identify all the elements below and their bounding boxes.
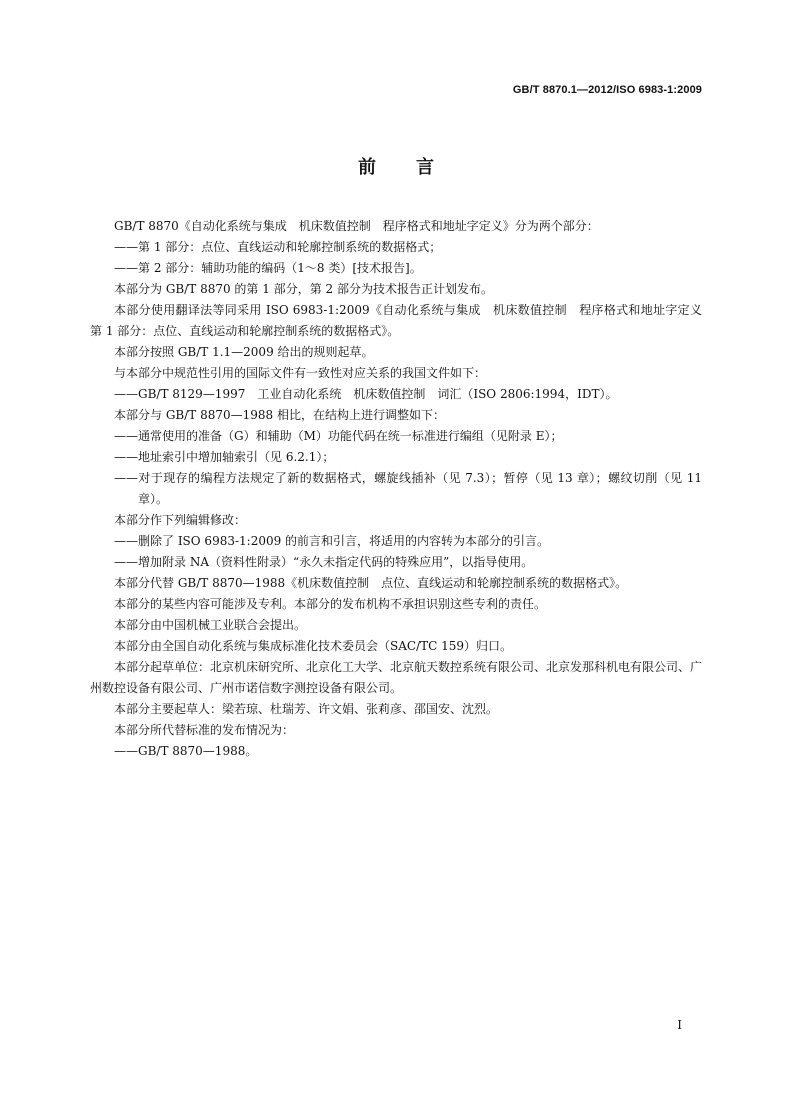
paragraph: 本部分的某些内容可能涉及专利。本部分的发布机构不承担识别这些专利的责任。 xyxy=(114,597,547,611)
paragraph: 本部分使用翻译法等同采用 ISO 6983-1:2009《自动化系统与集成 机床数值控制 程序格式和地址字定义 第 1 部分：点位、直线运动和轮廓控制系统的数据格式》。 xyxy=(90,303,715,338)
paragraph: 本部分主要起草人：梁若琼、杜瑞芳、许文娟、张莉彦、邵国安、沈烈。 xyxy=(114,702,499,716)
standard-code-header: GB/T 8870.1—2012/ISO 6983-1:2009 xyxy=(512,84,702,96)
paragraph: 本部分起草单位：北京机床研究所、北京化工大学、北京航天数控系统有限公司、北京发那科机电有限公司、广州数控设备有限公司、广州市诺信数字测控设备有限公司。 xyxy=(90,660,703,695)
page-title: 前言 xyxy=(358,157,474,178)
list-item: ——地址索引中增加轴索引（见 6.2.1）； xyxy=(114,450,335,464)
list-item: ——GB/T 8870—1988。 xyxy=(114,744,258,758)
paragraph: 本部分由中国机械工业联合会提出。 xyxy=(114,618,307,632)
list-item: ——通常使用的准备（G）和辅助（M）功能代码在统一标准进行编组（见附录 E）； xyxy=(114,429,563,443)
paragraph: 本部分代替 GB/T 8870—1988《机床数值控制 点位、直线运动和轮廓控制系统的数据格式》。 xyxy=(114,576,628,590)
paragraph: 本部分为 GB/T 8870 的第 1 部分，第 2 部分为技术报告正计划发布。 xyxy=(114,282,493,296)
list-item: ——第 1 部分：点位、直线运动和轮廓控制系统的数据格式； xyxy=(114,240,442,254)
page-number: I xyxy=(677,1018,682,1032)
list-item: ——第 2 部分：辅助功能的编码（1～8 类）[技术报告]。 xyxy=(114,261,422,275)
paragraph: 与本部分中规范性引用的国际文件有一致性对应关系的我国文件如下： xyxy=(114,366,487,380)
paragraph: 本部分与 GB/T 8870—1988 相比，在结构上进行调整如下： xyxy=(114,408,445,422)
list-item: ——对于现存的编程方法规定了新的数据格式，螺旋线插补（见 7.3）；暂停（见 13 章）；螺纹切削（见 11 章）。 xyxy=(114,471,702,506)
paragraph: 本部分作下列编辑修改： xyxy=(114,513,247,527)
list-item: ——增加附录 NA（资料性附录）“永久未指定代码的特殊应用”，以指导使用。 xyxy=(114,555,534,569)
paragraph: GB/T 8870《自动化系统与集成 机床数值控制 程序格式和地址字定义》分为两个部分： xyxy=(114,219,599,233)
list-item: ——GB/T 8129—1997 工业自动化系统 机床数值控制 词汇（ISO 2806:1994，IDT）。 xyxy=(114,387,618,401)
paragraph: 本部分按照 GB/T 1.1—2009 给出的规则起草。 xyxy=(114,345,374,359)
foreword-body xyxy=(90,216,715,762)
list-item: ——删除了 ISO 6983-1:2009 的前言和引言，将适用的内容转为本部分的引言。 xyxy=(114,534,550,548)
paragraph: 本部分由全国自动化系统与集成标准化技术委员会（SAC/TC 159）归口。 xyxy=(114,639,513,653)
paragraph: 本部分所代替标准的发布情况为： xyxy=(114,723,295,737)
